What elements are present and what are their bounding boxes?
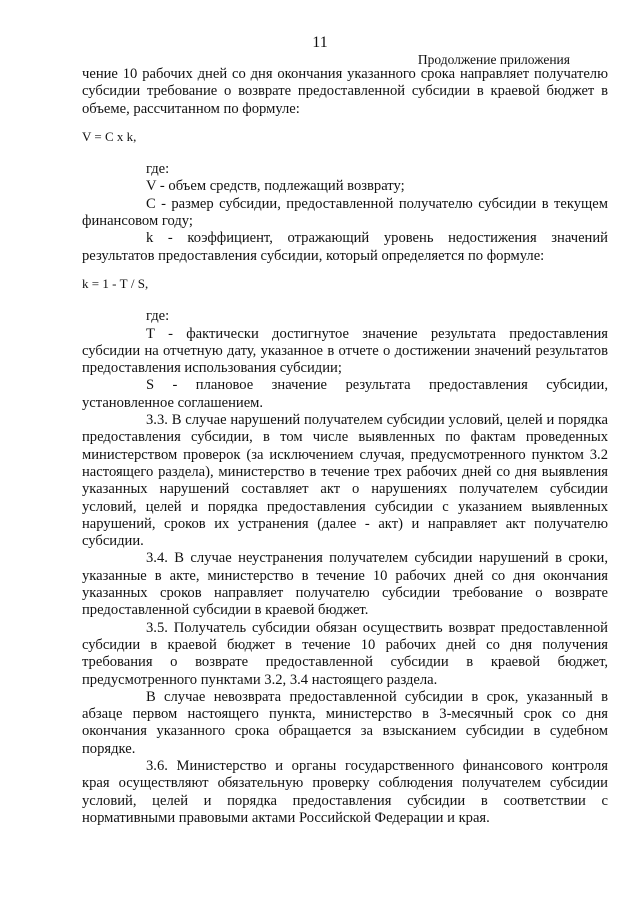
page-number: 11 — [312, 34, 328, 51]
where-label-1: где: — [146, 161, 170, 178]
paragraph-3-6: 3.6. Министерство и органы государственного финансового контроля края осуществляют обязательную проверку соблюдения получателем субсидии условий, целей и порядка предоставления субсидии в соответствии с нормативными правовыми актами Российской Федерации и края. — [82, 757, 608, 826]
where-label-2: где: — [146, 308, 170, 325]
formula-v: V = С х k, — [82, 128, 137, 144]
definition-s: S - плановое значение результата предоставления субсидии, установленное соглашением. — [82, 377, 608, 411]
definition-k: k - коэффициент, отражающий уровень недостижения значений результатов предоставления субсидии, который определяется по формуле: — [82, 230, 608, 264]
document-body — [82, 66, 608, 827]
paragraph-3-5-recovery: В случае невозврата предоставленной субсидии в срок, указанный в абзаце первом настоящего пункта, министерство в 3-месячный срок со дня окончания указанного срока обращается за взысканием субсидии в судебном порядке. — [82, 688, 608, 757]
formula-k: k = 1 - Т / S, — [82, 275, 149, 291]
appendix-continuation-note: Продолжение приложения — [417, 52, 570, 67]
definition-t: Т - фактически достигнутое значение результата предоставления субсидии на отчетную дату, указанное в отчете о достижении значений результатов предоставления использования субсидии; — [82, 325, 608, 377]
definition-c: С - размер субсидии, предоставленной получателю субсидии в текущем финансовом году; — [82, 195, 608, 230]
definition-v: V - объем средств, подлежащий возврату; — [146, 178, 405, 195]
paragraph-3-3: 3.3. В случае нарушений получателем субсидии условий, целей и порядка предоставления субсидии, в том числе выявленных по фактам проведенных министерством проверок (за исключением случая, предусмотренного пунктом 3.2 настоящего раздела), министерство в течение трех рабочих дней со дня выявления указанных нарушений составляет акт о нарушениях получателем субсидии условий, целей и порядка предоставления субсидии с указанием выявленных нарушений, сроков их устранения (далее - акт) и направляет акт получателю субсидии. — [82, 412, 608, 550]
paragraph-3-5: 3.5. Получатель субсидии обязан осуществить возврат предоставленной субсидии в краевой бюджет в течение 10 рабочих дней со дня получения требования о возврате предоставленной субсидии в краевой бюджет, предусмотренного пунктами 3.2, 3.4 настоящего раздела. — [82, 619, 608, 688]
paragraph-intro: чение 10 рабочих дней со дня окончания указанного срока направляет получателю субсидии требование о возврате предоставленной субсидии в краевой бюджет в объеме, рассчитанном по формуле: — [82, 66, 608, 117]
paragraph-3-4: 3.4. В случае неустранения получателем субсидии нарушений в сроки, указанные в акте, министерство в течение 10 рабочих дней со дня окончания указанных сроков направляет получателю субсидии требование о возврате предоставленной субсидии в краевой бюджет. — [82, 550, 608, 619]
